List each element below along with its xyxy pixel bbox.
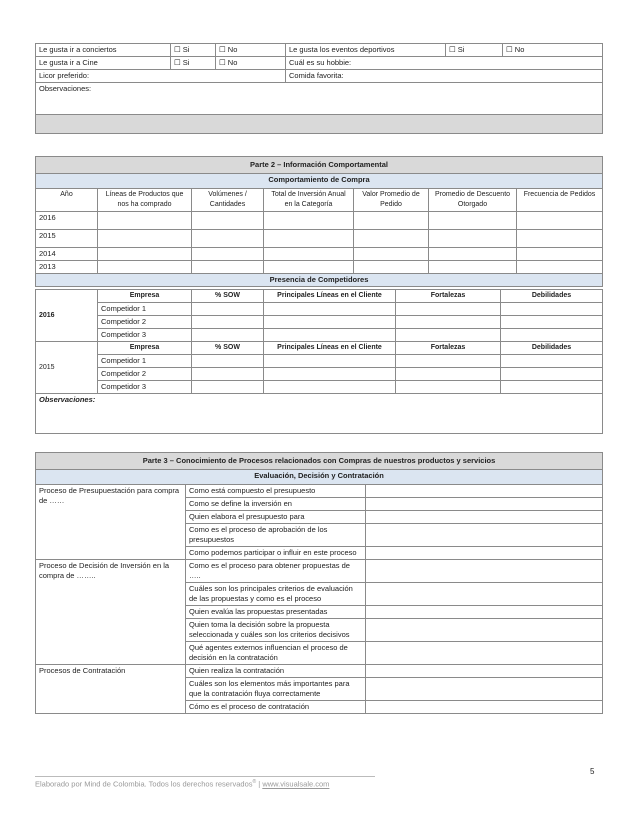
competitors-table bbox=[35, 289, 603, 434]
hobbie-field[interactable]: Cuál es su hobbie: bbox=[286, 57, 603, 70]
part2-title: Parte 2 – Información Comportamental bbox=[36, 157, 603, 174]
table-header bbox=[36, 189, 603, 212]
competitor-name: Competidor 3 bbox=[98, 329, 192, 342]
year-cell: 2014 bbox=[36, 248, 98, 261]
col-avg-order: Valor Promedio de Pedido bbox=[354, 189, 429, 212]
process-question: Qué agentes externos influencian el proceso de decisión en la contratación bbox=[186, 642, 366, 665]
gray-bar bbox=[36, 115, 603, 134]
footer-divider bbox=[35, 776, 375, 777]
process-question: Como es el proceso para obtener propuestas de ….. bbox=[186, 560, 366, 583]
process-question: Como es el proceso de aprobación de los presupuestos bbox=[186, 524, 366, 547]
table-header bbox=[36, 290, 603, 303]
col-sow: % SOW bbox=[192, 290, 264, 303]
process-question: Quien elabora el presupuesto para bbox=[186, 511, 366, 524]
process-question: Como se define la inversión en bbox=[186, 498, 366, 511]
competitors-title: Presencia de Competidores bbox=[36, 274, 603, 287]
table-row bbox=[36, 381, 603, 394]
process-question: Quien toma la decisión sobre la propuesta seleccionada y cuáles son los criterios decisivos bbox=[186, 619, 366, 642]
col-product-lines: Líneas de Productos que nos ha comprado bbox=[98, 189, 192, 212]
personal-preferences-table bbox=[35, 43, 603, 134]
table-row bbox=[36, 394, 603, 434]
budget-process-label: Proceso de Presupuestación para compra de …… bbox=[36, 485, 186, 560]
part2-subtitle: Comportamiento de Compra bbox=[36, 174, 603, 189]
sports-no-checkbox[interactable]: ☐ No bbox=[503, 44, 603, 57]
competitor-name: Competidor 2 bbox=[98, 368, 192, 381]
competitor-name: Competidor 1 bbox=[98, 303, 192, 316]
col-volumes: Volúmenes / Cantidades bbox=[192, 189, 264, 212]
table-row bbox=[36, 665, 603, 678]
sports-si-checkbox[interactable]: ☐ Si bbox=[446, 44, 503, 57]
comp-year-cell: 2015 bbox=[36, 342, 98, 394]
col-avg-discount: Promedio de Descuento Otorgado bbox=[429, 189, 517, 212]
table-row bbox=[36, 212, 603, 230]
competitor-name: Competidor 1 bbox=[98, 355, 192, 368]
col-frequency: Frecuencia de Pedidos bbox=[517, 189, 603, 212]
table-row bbox=[36, 83, 603, 115]
process-question: Como podemos participar o influir en este proceso bbox=[186, 547, 366, 560]
process-table bbox=[35, 452, 603, 714]
col-sow: % SOW bbox=[192, 342, 264, 355]
footer-link[interactable]: www.visualsale.com bbox=[262, 779, 330, 789]
table-row bbox=[36, 303, 603, 316]
part3-title: Parte 3 – Conocimiento de Procesos relacionados con Compras de nuestros productos y servicios bbox=[36, 453, 603, 470]
table-row bbox=[36, 329, 603, 342]
concerts-no-checkbox[interactable]: ☐ No bbox=[216, 44, 286, 57]
table-row bbox=[36, 57, 603, 70]
concerts-si-checkbox[interactable]: ☐ Si bbox=[171, 44, 216, 57]
col-company: Empresa bbox=[98, 342, 192, 355]
liquor-field[interactable]: Licor preferido: bbox=[36, 70, 286, 83]
col-main-lines: Principales Líneas en el Cliente bbox=[264, 290, 396, 303]
col-company: Empresa bbox=[98, 290, 192, 303]
registered-mark: ® bbox=[252, 779, 257, 785]
part3-subtitle: Evaluación, Decisión y Contratación bbox=[36, 470, 603, 485]
process-question: Cuáles son los principales criterios de evaluación de las propuestas y como es el proceso bbox=[186, 583, 366, 606]
table-row bbox=[36, 115, 603, 134]
competitor-name: Competidor 3 bbox=[98, 381, 192, 394]
footer-separator: | bbox=[256, 779, 263, 789]
concerts-label: Le gusta ir a conciertos bbox=[36, 44, 171, 57]
table-row bbox=[36, 560, 603, 583]
behavior-table bbox=[35, 156, 603, 287]
process-question: Quien evalúa las propuestas presentadas bbox=[186, 606, 366, 619]
sports-label: Le gusta los eventos deportivos bbox=[286, 44, 446, 57]
cinema-si-checkbox[interactable]: ☐ Si bbox=[171, 57, 216, 70]
food-field[interactable]: Comida favorita: bbox=[286, 70, 603, 83]
table-row bbox=[36, 248, 603, 261]
comp-year-cell: 2016 bbox=[36, 290, 98, 342]
process-question: Cuáles son los elementos más importantes para que la contratación fluya correctamente bbox=[186, 678, 366, 701]
col-weaknesses: Debilidades bbox=[501, 342, 603, 355]
part2-observations-field[interactable]: Observaciones: bbox=[36, 394, 603, 434]
year-cell: 2015 bbox=[36, 230, 98, 248]
cinema-no-checkbox[interactable]: ☐ No bbox=[216, 57, 286, 70]
investment-decision-label: Proceso de Decisión de Inversión en la compra de …….. bbox=[36, 560, 186, 665]
competitor-name: Competidor 2 bbox=[98, 316, 192, 329]
year-cell: 2016 bbox=[36, 212, 98, 230]
table-row bbox=[36, 355, 603, 368]
col-weaknesses: Debilidades bbox=[501, 290, 603, 303]
table-row bbox=[36, 230, 603, 248]
col-year: Año bbox=[36, 189, 98, 212]
cinema-label: Le gusta ir a Cine bbox=[36, 57, 171, 70]
process-question: Quien realiza la contratación bbox=[186, 665, 366, 678]
year-cell: 2013 bbox=[36, 261, 98, 274]
observations-field[interactable]: Observaciones: bbox=[36, 83, 603, 115]
process-question: Cómo es el proceso de contratación bbox=[186, 701, 366, 714]
col-main-lines: Principales Líneas en el Cliente bbox=[264, 342, 396, 355]
table-row bbox=[36, 368, 603, 381]
table-row bbox=[36, 70, 603, 83]
footer-text: Elaborado por Mind de Colombia. Todos los derechos reservados bbox=[35, 779, 253, 789]
page-number: 5 bbox=[590, 767, 595, 776]
footer bbox=[35, 779, 329, 789]
contracting-process-label: Procesos de Contratación bbox=[36, 665, 186, 714]
table-row bbox=[36, 261, 603, 274]
col-total-investment: Total de Inversión Anual en la Categoría bbox=[264, 189, 354, 212]
col-strengths: Fortalezas bbox=[396, 290, 501, 303]
table-row bbox=[36, 316, 603, 329]
table-row bbox=[36, 485, 603, 498]
process-question: Como está compuesto el presupuesto bbox=[186, 485, 366, 498]
col-strengths: Fortalezas bbox=[396, 342, 501, 355]
table-header bbox=[36, 342, 603, 355]
table-row bbox=[36, 44, 603, 57]
